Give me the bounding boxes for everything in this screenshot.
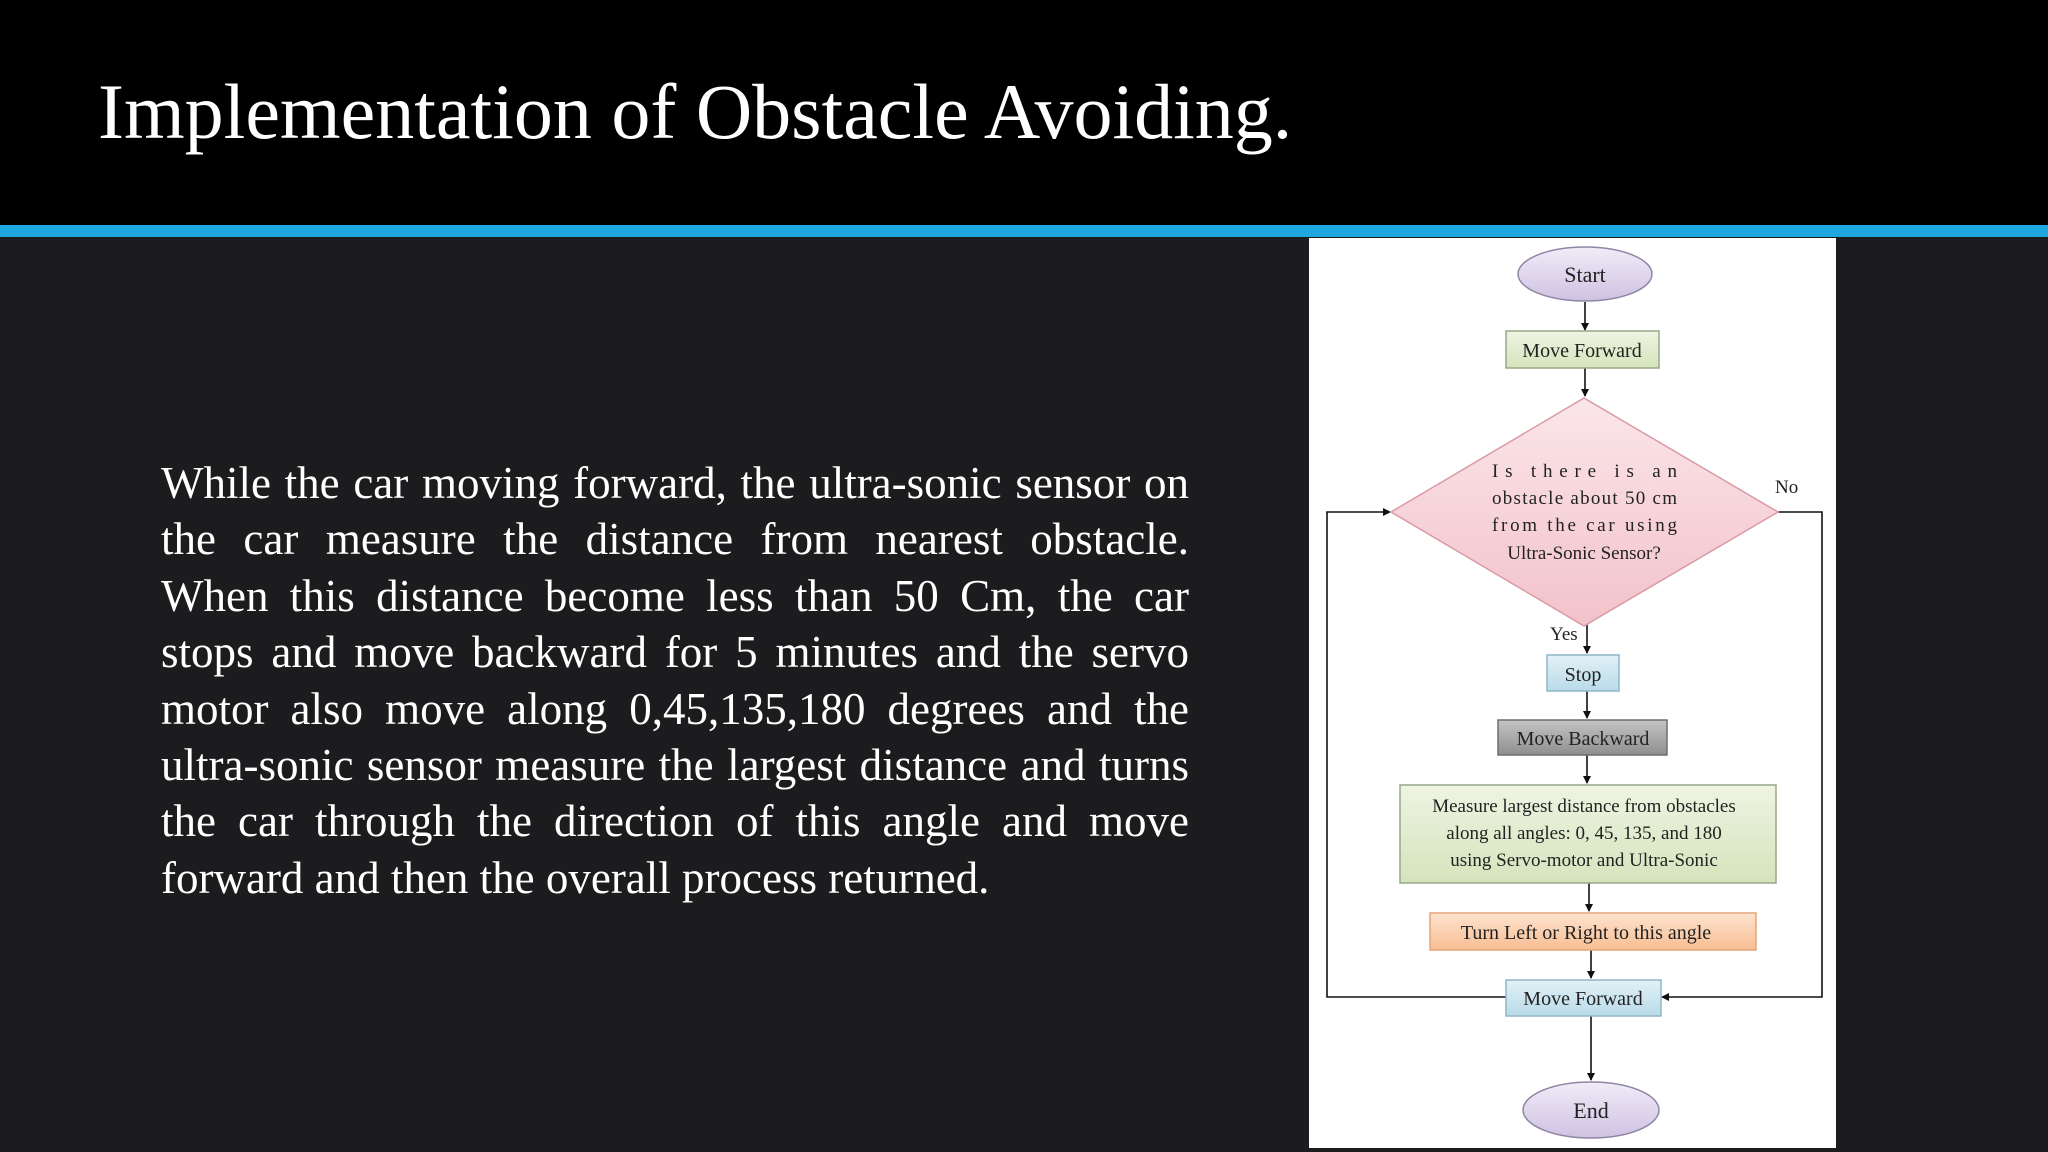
accent-rule — [0, 225, 2048, 237]
turn-box — [1430, 913, 1756, 950]
measure-line-2: along all angles: 0, 45, 135, and 180 — [1446, 823, 1722, 844]
stop-label: Stop — [1564, 664, 1602, 686]
no-label: No — [1775, 477, 1799, 498]
start-label: Start — [1564, 262, 1606, 287]
yes-label: Yes — [1550, 624, 1578, 645]
end-terminal — [1523, 1082, 1659, 1138]
flowchart-panel — [1309, 238, 1836, 1148]
decision-line-2: obstacle about 50 cm — [1492, 488, 1677, 509]
measure-line-1: Measure largest distance from obstacles — [1432, 796, 1736, 817]
measure-distance-box — [1400, 785, 1776, 883]
move-backward-label: Move Backward — [1516, 728, 1650, 750]
turn-label: Turn Left or Right to this angle — [1460, 922, 1712, 944]
flowchart — [1309, 238, 1836, 1148]
decision-line-1: Is there is an — [1492, 461, 1677, 482]
move-forward-box-2 — [1506, 980, 1661, 1016]
obstacle-decision — [1391, 398, 1778, 626]
move-forward-label-1: Move Forward — [1522, 340, 1642, 362]
stop-box — [1547, 655, 1619, 691]
move-forward-box-1 — [1506, 331, 1659, 368]
slide-title: Implementation of Obstacle Avoiding. — [98, 68, 1293, 155]
end-label: End — [1573, 1098, 1609, 1123]
body-paragraph: While the car moving forward, the ultra-sonic sensor on the car measure the distance from nearest obstacle. When this distance become less than 50 Cm, the car stops and move backward for 5 minutes and the servo motor also move along 0,45,135,180 degrees and the ultra-sonic sensor measure the largest distance and turns the car through the direction of this angle and move forward and then the overall process returned. — [161, 458, 1189, 903]
measure-line-3: using Servo-motor and Ultra-Sonic — [1450, 850, 1718, 871]
title-bar — [0, 0, 2048, 225]
start-terminal — [1518, 247, 1652, 301]
move-forward-label-2: Move Forward — [1523, 988, 1643, 1010]
decision-line-3: from the car using — [1492, 515, 1677, 536]
decision-line-4: Ultra-Sonic Sensor? — [1507, 543, 1661, 564]
move-backward-box — [1498, 720, 1667, 755]
